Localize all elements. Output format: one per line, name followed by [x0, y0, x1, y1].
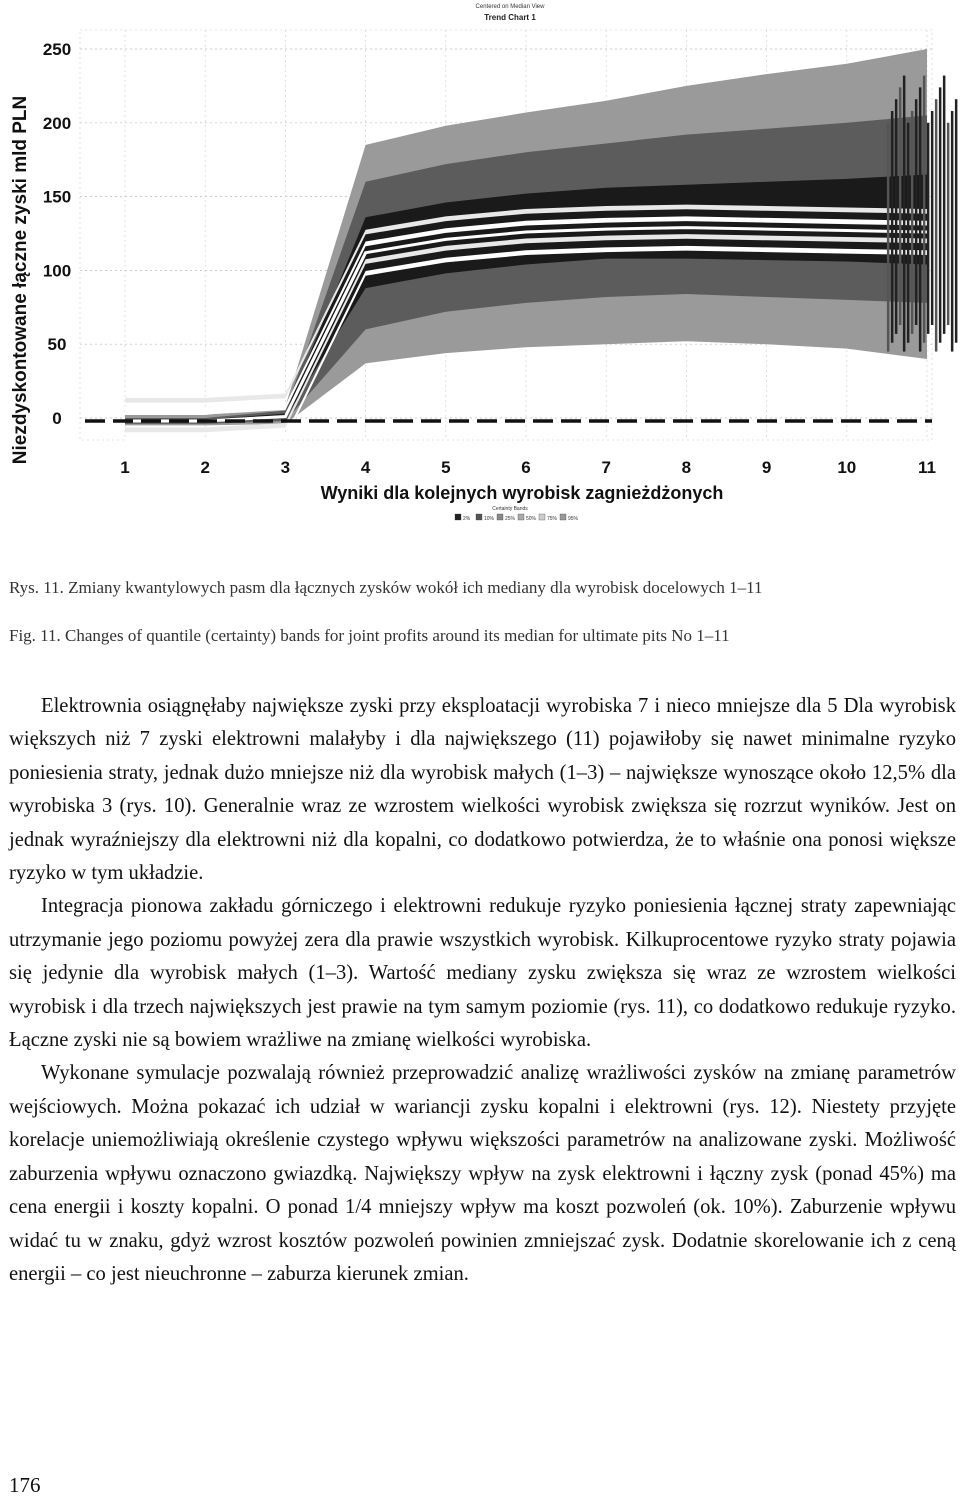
chart-legend — [455, 514, 579, 522]
band-75 — [125, 115, 927, 424]
paragraph: Integracja pionowa zakładu górniczego i elektrowni redukuje ryzyko poniesienia łącznej straty zapewniając utrzymanie jego poziomu powyżej zera dla prawie wszystkich wyrobisk. Kilkuprocentowe ryzyko straty pojawia się jedynie dla wyrobisk małych (1–3). Wartość mediany zysku zwiększa się wraz ze wzrostem wielkości wyrobisk i dla trzech największych jest prawie na tym samym poziomie (rys. 11), co dodatkowo redukuje ryzyko. Łączne zyski nie są bowiem wrażliwe na zmianę wielkości wyrobiska. — [9, 895, 956, 1052]
band-tail-tick — [919, 87, 922, 351]
chart-header-line1: Centered on Median View — [475, 4, 545, 10]
band-tail-tick — [903, 76, 906, 352]
band-tail-tick — [931, 111, 934, 325]
band-tail-tick — [907, 123, 910, 343]
y-tick-label: 150 — [42, 187, 72, 207]
legend-label: 75% — [547, 516, 558, 522]
band-tail-tick — [947, 123, 950, 325]
x-axis-label: Wyniki dla kolejnych wyrobisk zagnieżdżonych — [320, 483, 724, 503]
page-number: 176 — [9, 1473, 41, 1497]
x-tick-label: 5 — [441, 458, 451, 477]
y-axis-ticks — [43, 40, 71, 428]
figure-caption-pl: Rys. 11. Zmiany kwantylowych pasm dla łącznych zysków wokół ich mediany dla wyrobisk docelowych 1–11 — [9, 578, 763, 597]
x-axis-ticks — [120, 458, 936, 477]
x-tick-label: 4 — [360, 458, 371, 477]
legend-title: Certainty Bands — [492, 506, 528, 512]
x-tick-label: 3 — [280, 458, 291, 477]
certainty-bands — [125, 49, 957, 444]
body-text — [9, 690, 956, 1291]
legend-label: 95% — [568, 516, 579, 522]
x-tick-label: 11 — [918, 458, 936, 477]
y-tick-label: 200 — [42, 113, 72, 133]
chart-header-line2: Trend Chart 1 — [484, 13, 536, 22]
y-tick-label: 0 — [52, 409, 62, 428]
legend-swatch — [497, 514, 503, 520]
paragraph: Elektrownia osiągnęłaby największe zyski przy eksploatacji wyrobiska 7 i nieco mniejsze dla 5 Dla wyrobisk większych niż 7 zyski elektrowni malałyby i dla największego (11) pojawiłoby się nawet minimalne ryzyko poniesienia straty, jednak dużo mniejsze niż dla wyrobisk małych (1–3) – największe wynoszące około 12,5% dla wyrobiska 3 (rys. 10). Generalnie wraz ze wzrostem wielkości wyrobisk zwiększa się rozrzut wyników. Jest on jednak wyraźniejszy dla elektrowni niż dla kopalni, co dodatkowo potwierdza, że to właśnie ona ponosi większe ryzyko w tym układzie. — [9, 695, 956, 885]
x-tick-label: 6 — [521, 458, 531, 477]
y-tick-label: 50 — [47, 335, 67, 355]
band-tail-tick — [955, 99, 958, 343]
y-axis-label: Niezdyskontowane łączne zyski mld PLN — [10, 95, 31, 465]
legend-swatch — [560, 514, 566, 520]
band-tail-tick — [887, 123, 890, 352]
band-tail-tick — [939, 87, 942, 342]
band-tail-tick — [899, 87, 902, 325]
legend-swatch — [455, 514, 461, 520]
y-tick-label: 250 — [42, 40, 72, 59]
paragraph: Wykonane symulacje pozwalają również przeprowadzić analizę wrażliwości zysków na zmianę parametrów wejściowych. Można pokazać ich udział w wariancji zysku kopalni i elektrowni (rys. 12). Niestety przyjęte korelacje uniemożliwiają określenie czystego wpływu większości parametrów na analizowane zyski. Możliwość zaburzenia wpływu oznaczono gwiazdką. Największy wpływ na zysk elektrowni i łączny zysk (ponad 45%) ma cena energii i koszty kopalni. O ponad 1/4 mniejszy wpływ ma koszt pozwoleń (ok. 10%). Zaburzenie wpływu widać tu w znaku, gdyż wzrost kosztów pozwoleń powinien zmniejszać zysk. Dodatnie skorelowanie ich z ceną energii – co jest nieuchronne – zaburza kierunek zmian. — [9, 1062, 956, 1285]
x-tick-label: 9 — [761, 458, 772, 477]
band-tail-tick — [951, 111, 954, 352]
legend-label: 2% — [463, 516, 471, 522]
x-tick-label: 8 — [681, 458, 692, 477]
band-tail-tick — [895, 99, 898, 334]
band-tail-tick — [923, 76, 926, 343]
legend-label: 25% — [505, 516, 516, 522]
x-tick-label: 10 — [837, 458, 857, 477]
band-tail-tick — [911, 111, 914, 334]
trend-chart — [0, 0, 960, 530]
legend-swatch — [518, 514, 524, 520]
band-tail-tick — [927, 123, 930, 334]
band-tail-tick — [935, 99, 938, 351]
band-tail-tick — [891, 111, 894, 343]
x-tick-label: 1 — [120, 458, 130, 477]
band-tail-tick — [943, 76, 946, 334]
x-tick-label: 2 — [200, 458, 210, 477]
figure-caption-en: Fig. 11. Changes of quantile (certainty) bands for joint profits around its median for ultimate pits No 1–11 — [9, 626, 730, 645]
legend-swatch — [539, 514, 545, 520]
y-tick-label: 100 — [42, 261, 72, 281]
legend-label: 10% — [484, 516, 495, 522]
legend-label: 50% — [526, 516, 537, 522]
x-tick-label: 7 — [601, 458, 611, 477]
band-tail-tick — [915, 99, 918, 325]
legend-swatch — [476, 514, 482, 520]
